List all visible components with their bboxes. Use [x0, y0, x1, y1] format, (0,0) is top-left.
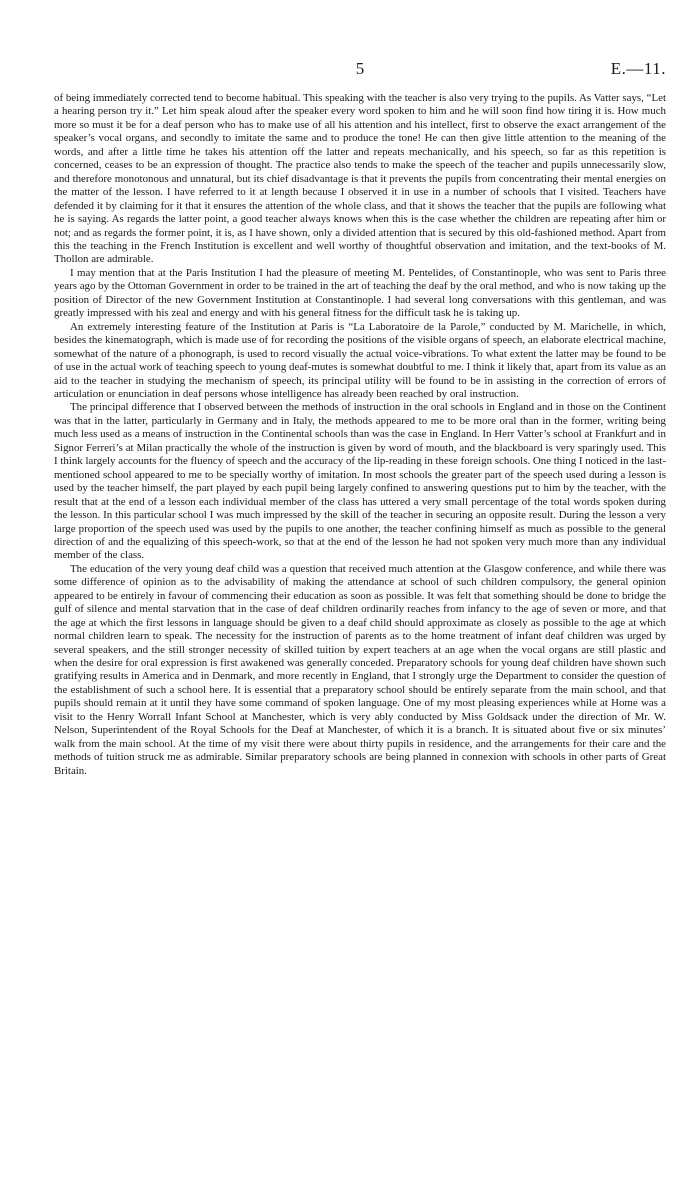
paragraph-3: An extremely interesting feature of the Institution at Paris is “La Laboratoire de la Parole,” conducted by M. Marichelle, in which, besides the kinematograph, which is made use of for recording the positions of the visible organs of speech, an elaborate electrical machine, somewhat of the nature of a phonograph, is used to record visually the actual voice-vibrations. To what extent the latter may be found to be of use in the actual work of teaching speech to young deaf-mutes is somewhat doubtful to me. I think it likely that, apart from its value as an aid to the teacher in studying the mechanism of speech, its principal utility will be found to be in assisting in the correction of errors of articulation or enunciation in deaf persons whose intelligence has already been reached by oral instruction.	[54, 320, 666, 400]
document-reference: E.—11.	[610, 59, 666, 78]
paragraph-4: The principal difference that I observed between the methods of instruction in the oral schools in England and in those on the Continent was that in the latter, particularly in Germany and in Italy, the methods appeared to me to be more oral than in the former, writing being much less used as a means of instruction in the Continental schools than was the case in England. In Herr Vatter’s school at Frankfurt and in Signor Ferreri’s at Milan practically the whole of the instruction is given by word of mouth, and the blackboard is very sparingly used. This I think largely accounts for the fluency of speech and the accuracy of the lip-reading in these foreign schools. One thing I noticed in the last-mentioned school appeared to me to be specially worthy of imitation. In most schools the greater part of the speech used during a lesson is used by the teacher himself, the part played by each pupil being largely confined to answering questions put to him by the teacher, with the result that at the end of a lesson each individual member of the class has uttered a very small percentage of the total words spoken during the lesson. In this particular school I was much impressed by the skill of the teacher in securing an opposite result. During the lesson a very large proportion of the speech used was used by the pupils to one another, the teacher confining himself as much as possible to the general direction of and the equalizing of this speech-work, so that at the end of the lesson he had not spoken very much more than any individual member of the class.	[54, 401, 666, 562]
paragraph-2: I may mention that at the Paris Institution I had the pleasure of meeting M. Pentelides, of Constantinople, who was sent to Paris three years ago by the Ottoman Government in order to be trained in the art of teaching the deaf by the oral method, and who is now taking up the position of Director of the new Government Institution at Constantinople. I had several long conversations with this gentleman, and was greatly impressed with his zeal and energy and with his general fitness for the difficult task he is taking up.	[54, 266, 666, 320]
paragraph-5: The education of the very young deaf child was a question that received much attention at the Glasgow conference, and while there was some difference of opinion as to the advisability of making the attendance at school of such children compulsory, the general opinion appeared to be entirely in favour of commencing their education as soon as possible. It was felt that something should be done to bridge the gulf of silence and mental starvation that in the case of deaf children ordinarily reaches from infancy to the age of seven or more, and that the age at which the first lessons in language should be given to a deaf child should approximate as closely as possible to the age at which normal children learn to speak. The necessity for the instruction of parents as to the home treatment of infant deaf children was urged by several speakers, and the still stronger necessity of skilled tuition by expert teachers at an age when the vocal organs are still plastic and when the desire for oral expression is first awakened was generally conceded. Preparatory schools for young deaf children have shown such gratifying results in America and in Denmark, and more recently in England, that I strongly urge the Department to consider the question of the establishment of such a school here. It is essential that a preparatory school should be entirely separate from the main school, and that pupils should remain at it until they have some command of spoken language. One of my most pleasing experiences while at Home was a visit to the Henry Worrall Infant School at Manchester, which is very ably conducted by Miss Goldsack under the direction of Mr. W. Nelson, Superintendent of the Royal Schools for the Deaf at Manchester, of which it is a branch. It is situated about five or six minutes’ walk from the main school. At the time of my visit there were about thirty pupils in residence, and the arrangements for their care and the methods of tuition struck me as admirable. Similar preparatory schools are being planned in connexion with schools in other parts of Great Britain.	[54, 562, 666, 777]
paragraph-1: of being immediately corrected tend to become habitual. This speaking with the teacher is also very trying to the pupils. As Vatter says, “Let a hearing person try it.” Let him speak aloud after the speaker every word spoken to him and he will soon find how tiring it is. How much more so must it be for a deaf person who has to make use of all his attention and his intellect, first to observe the exact arrangement of the speaker’s vocal organs, and secondly to imitate the same and to produce the tone! He can then give little attention to the meaning of the words, and after a little time he takes his attention off the latter and repeats mechanically, and his speech, so far as this repetition is concerned, ceases to be an expression of thought. The practice also tends to make the speech of the teacher and pupils unnecessarily slow, and therefore monotonous and unnatural, but its chief disadvantage is that it prevents the pupils from concentrating their mental energies on the matter of the lesson. I have referred to it at length because I observed it in use in a number of schools that I visited. Teachers have defended it by claiming for it that it ensures the attention of the whole class, and that it shows the teacher that the pupils are following what he is saying. As regards the latter point, a good teacher always knows when this is the case whether the children are repeating after him or not; and as regards the former point, it is, as I have shown, only a divided attention that is secured by this old-fashioned method. Apart from this the teaching in the French Institution is excellent and well worthy of thoughtful observation and imitation, and the text-books of M. Thollon are admirable.	[54, 92, 666, 266]
page-number: 5	[355, 59, 365, 78]
body-text	[54, 92, 666, 778]
page-header	[54, 58, 666, 84]
